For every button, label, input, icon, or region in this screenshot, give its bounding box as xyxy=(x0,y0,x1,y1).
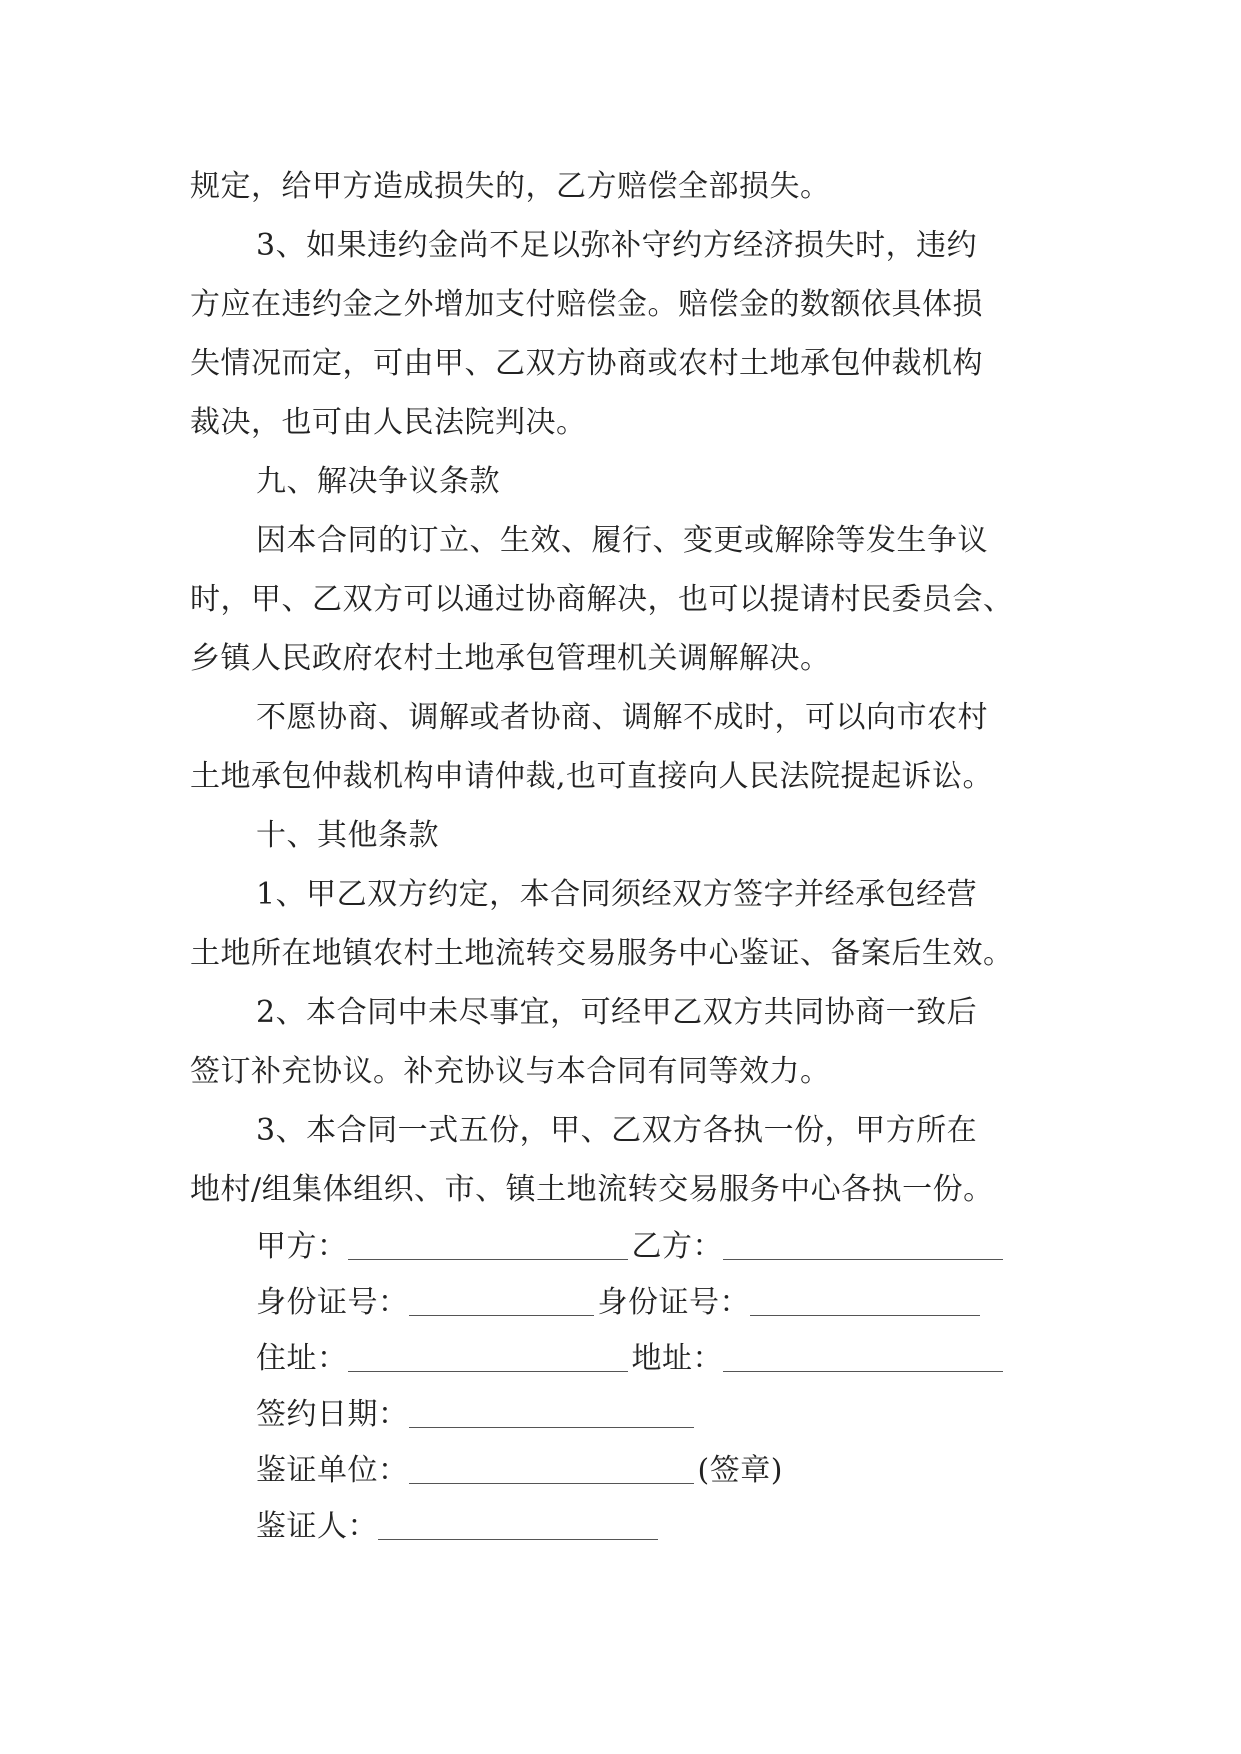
party-b-label: 乙方： xyxy=(631,1229,723,1264)
id-a-blank[interactable] xyxy=(409,1285,594,1316)
paragraph-line: 不愿协商、调解或者协商、调解不成时，可以向市农村 xyxy=(256,700,988,735)
section-heading-10: 十、其他条款 xyxy=(256,818,439,853)
paragraph-line: 3、如果违约金尚不足以弥补守约方经济损失时，违约 xyxy=(256,228,978,263)
id-b-blank[interactable] xyxy=(750,1285,980,1316)
paragraph-line: 规定，给甲方造成损失的，乙方赔偿全部损失。 xyxy=(190,169,831,204)
signature-row-party xyxy=(190,1219,1052,1275)
seal-text: (签章) xyxy=(697,1453,783,1488)
date-label: 签约日期： xyxy=(256,1397,409,1432)
address-a-label: 住址： xyxy=(256,1341,348,1376)
paragraph-line: 因本合同的订立、生效、履行、变更或解除等发生争议 xyxy=(256,523,988,558)
paragraph-line: 方应在违约金之外增加支付赔偿金。赔偿金的数额依具体损 xyxy=(190,287,983,322)
paragraph-line: 裁决，也可由人民法院判决。 xyxy=(190,405,587,440)
party-a-blank[interactable] xyxy=(348,1229,628,1260)
document-body xyxy=(190,157,1052,1555)
section-heading-9: 九、解决争议条款 xyxy=(256,464,500,499)
paragraph-line: 土地所在地镇农村土地流转交易服务中心鉴证、备案后生效。 xyxy=(190,936,1014,971)
address-b-blank[interactable] xyxy=(723,1341,1003,1372)
paragraph-line: 地村/组集体组织、市、镇土地流转交易服务中心各执一份。 xyxy=(190,1172,994,1207)
address-a-blank[interactable] xyxy=(348,1341,628,1372)
unit-label: 鉴证单位： xyxy=(256,1453,409,1488)
paragraph-line: 1、甲乙双方约定，本合同须经双方签字并经承包经营 xyxy=(256,877,978,912)
paragraph-line: 时，甲、乙双方可以通过协商解决，也可以提请村民委员会、 xyxy=(190,582,1014,617)
paragraph-line: 乡镇人民政府农村土地承包管理机关调解解决。 xyxy=(190,641,831,676)
unit-blank[interactable] xyxy=(409,1453,694,1484)
id-b-label: 身份证号： xyxy=(597,1285,750,1320)
signature-row-unit xyxy=(190,1443,1052,1499)
id-a-label: 身份证号： xyxy=(256,1285,409,1320)
signature-row-id xyxy=(190,1275,1052,1331)
date-blank[interactable] xyxy=(409,1397,694,1428)
signature-row-witness xyxy=(190,1499,1052,1555)
witness-label: 鉴证人： xyxy=(256,1509,378,1544)
paragraph-line: 2、本合同中未尽事宜，可经甲乙双方共同协商一致后 xyxy=(256,995,978,1030)
party-a-label: 甲方： xyxy=(256,1229,348,1264)
signature-row-date xyxy=(190,1387,1052,1443)
signature-row-address xyxy=(190,1331,1052,1387)
witness-blank[interactable] xyxy=(378,1509,658,1540)
paragraph-line: 土地承包仲裁机构申请仲裁,也可直接向人民法院提起诉讼。 xyxy=(190,759,994,794)
paragraph-line: 签订补充协议。补充协议与本合同有同等效力。 xyxy=(190,1054,831,1089)
address-b-label: 地址： xyxy=(631,1341,723,1376)
paragraph-line: 3、本合同一式五份，甲、乙双方各执一份，甲方所在 xyxy=(256,1113,978,1148)
paragraph-line: 失情况而定，可由甲、乙双方协商或农村土地承包仲裁机构 xyxy=(190,346,983,381)
party-b-blank[interactable] xyxy=(723,1229,1003,1260)
